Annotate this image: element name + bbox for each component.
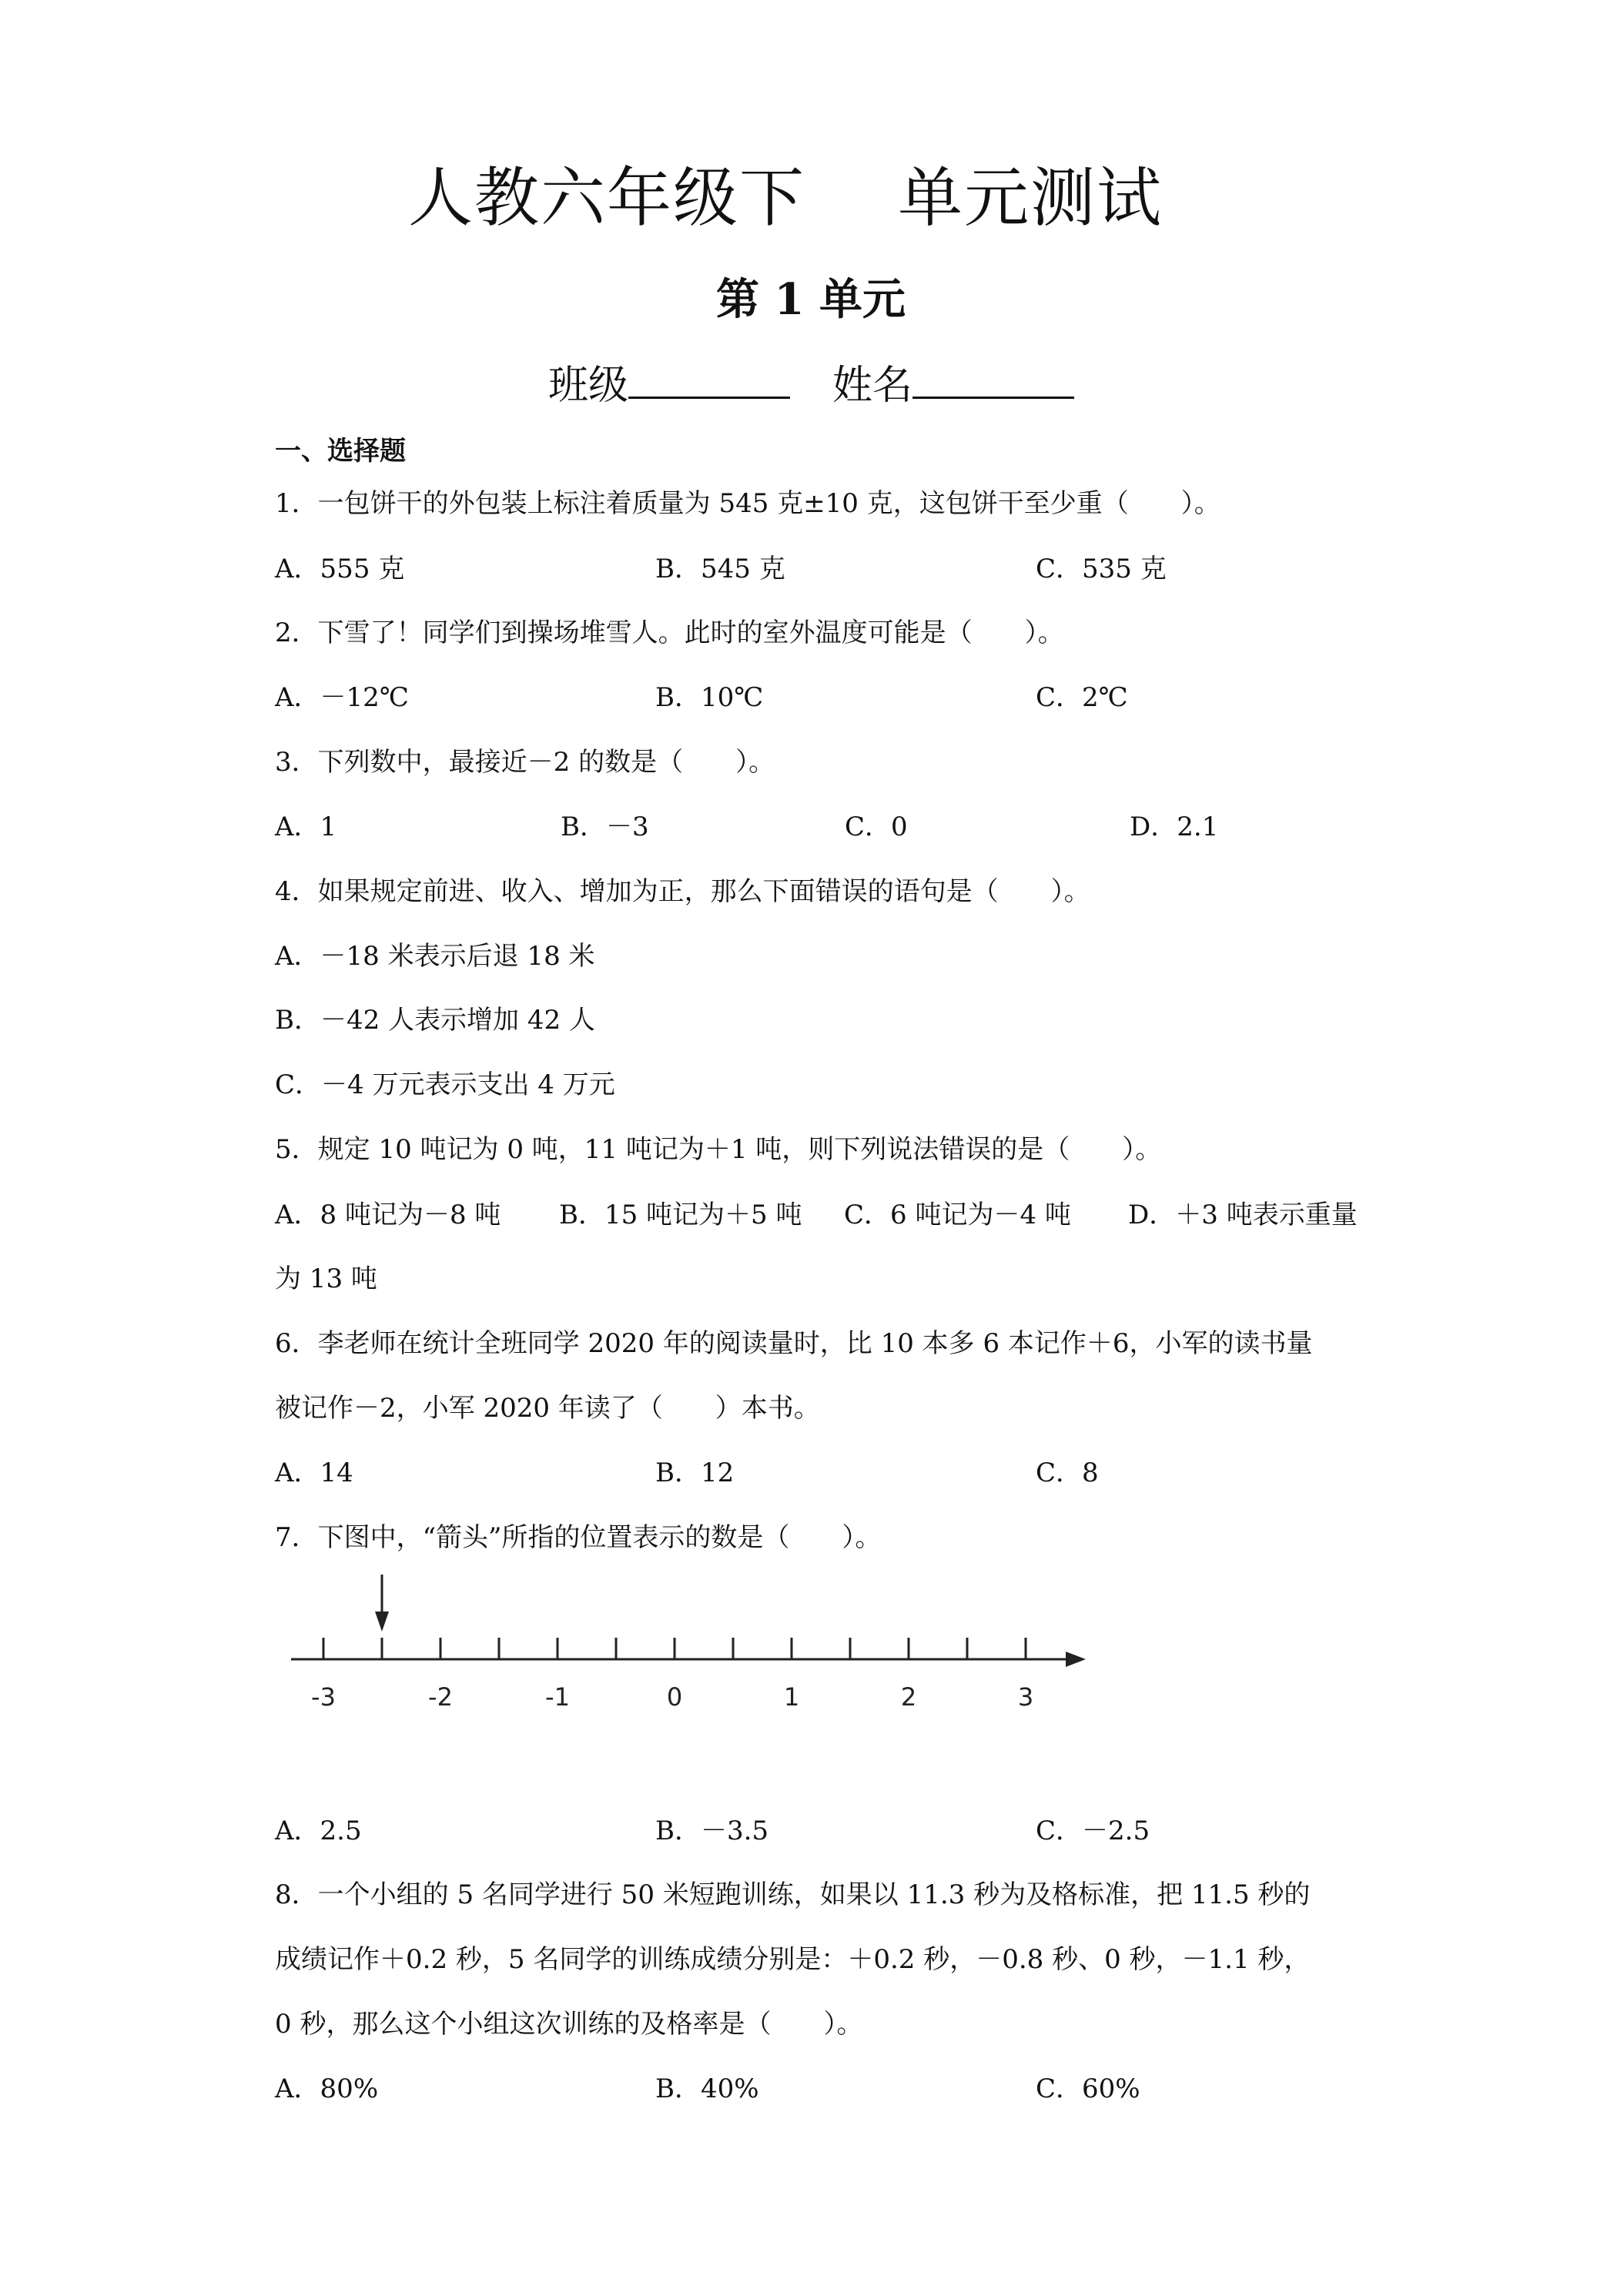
question-8-stem-line-3: 0 秒，那么这个小组这次训练的及格率是（ ）。: [275, 2009, 863, 2040]
number-line-figure: [277, 1567, 1093, 1721]
class-label: 班级: [548, 363, 629, 409]
title-part-2: 单元测试: [898, 160, 1164, 236]
q1-option-a[interactable]: A．555 克: [275, 554, 405, 584]
number-line-tick-label: 3: [1017, 1682, 1034, 1712]
q3-option-d[interactable]: D．2.1: [1130, 812, 1219, 842]
number-line-tick-label: -1: [545, 1682, 570, 1712]
title-part-1: 人教六年级下: [408, 160, 806, 236]
q5-option-c[interactable]: C．6 吨记为－4 吨: [844, 1200, 1071, 1230]
q6-option-c[interactable]: C．8: [1036, 1458, 1099, 1488]
number-line-tick-label: -3: [311, 1682, 336, 1712]
q8-option-c[interactable]: C．60%: [1036, 2073, 1140, 2104]
question-4-stem: 4．如果规定前进、收入、增加为正，那么下面错误的语句是（ ）。: [275, 876, 1090, 907]
q3-option-a[interactable]: A．1: [275, 812, 337, 842]
q4-option-c[interactable]: C．－4 万元表示支出 4 万元: [275, 1069, 615, 1100]
student-info: [548, 353, 1074, 410]
section-heading: 一、选择题: [275, 436, 406, 467]
q2-option-c[interactable]: C．2℃: [1036, 682, 1128, 713]
q8-option-a[interactable]: A．80%: [275, 2073, 379, 2104]
q8-option-b[interactable]: B．40%: [655, 2073, 759, 2104]
number-line-tick-label: 0: [666, 1682, 683, 1712]
q5-option-d[interactable]: D．＋3 吨表示重量: [1128, 1200, 1358, 1230]
name-label: 姓名: [832, 363, 913, 409]
question-2-stem: 2．下雪了！同学们到操场堆雪人。此时的室外温度可能是（ ）。: [275, 618, 1064, 648]
page-title: [408, 146, 1163, 239]
q7-option-c[interactable]: C．－2.5: [1036, 1816, 1150, 1846]
question-8-stem-line-1: 8．一个小组的 5 名同学进行 50 米短跑训练，如果以 11.3 秒为及格标准，把 11.5 秒的: [275, 1879, 1311, 1910]
q1-option-b[interactable]: B．545 克: [655, 554, 785, 584]
number-line-tick-label: 2: [900, 1682, 917, 1712]
q6-option-a[interactable]: A．14: [275, 1458, 353, 1488]
q7-option-b[interactable]: B．－3.5: [655, 1816, 769, 1846]
name-blank[interactable]: [912, 360, 1074, 399]
q4-option-b[interactable]: B．－42 人表示增加 42 人: [275, 1005, 595, 1036]
number-line-arrowhead: [1066, 1652, 1086, 1667]
q3-option-c[interactable]: C．0: [845, 812, 908, 842]
unit-subtitle: 第 1 单元: [716, 274, 906, 325]
q5-option-a[interactable]: A．8 吨记为－8 吨: [275, 1200, 501, 1230]
number-line-tick-label: -2: [428, 1682, 453, 1712]
q5-option-d-continued: 为 13 吨: [275, 1263, 377, 1294]
q1-option-c[interactable]: C．535 克: [1036, 554, 1167, 584]
down-arrow-head: [375, 1612, 389, 1632]
question-1-stem: 1．一包饼干的外包装上标注着质量为 545 克±10 克，这包饼干至少重（ ）。: [275, 488, 1221, 519]
q4-option-a[interactable]: A．－18 米表示后退 18 米: [275, 941, 595, 972]
q2-option-a[interactable]: A．－12℃: [275, 682, 409, 713]
q2-option-b[interactable]: B．10℃: [655, 682, 764, 713]
class-blank[interactable]: [628, 360, 790, 399]
question-6-stem-line-2: 被记作－2，小军 2020 年读了（ ）本书。: [275, 1393, 820, 1424]
number-line-tick-label: 1: [783, 1682, 800, 1712]
question-7-stem: 7．下图中，“箭头”所指的位置表示的数是（ ）。: [275, 1522, 882, 1553]
q3-option-b[interactable]: B．－3: [561, 812, 649, 842]
question-5-stem: 5．规定 10 吨记为 0 吨，11 吨记为＋1 吨，则下列说法错误的是（ ）。: [275, 1134, 1162, 1165]
question-6-stem-line-1: 6．李老师在统计全班同学 2020 年的阅读量时，比 10 本多 6 本记作＋6，小军的读书量: [275, 1328, 1313, 1359]
q7-option-a[interactable]: A．2.5: [275, 1816, 362, 1846]
question-8-stem-line-2: 成绩记作＋0.2 秒，5 名同学的训练成绩分别是：＋0.2 秒，－0.8 秒、0 秒，－1.1 秒，: [275, 1944, 1311, 1975]
q6-option-b[interactable]: B．12: [655, 1458, 735, 1488]
question-3-stem: 3．下列数中，最接近－2 的数是（ ）。: [275, 747, 775, 778]
q5-option-b[interactable]: B．15 吨记为＋5 吨: [559, 1200, 802, 1230]
